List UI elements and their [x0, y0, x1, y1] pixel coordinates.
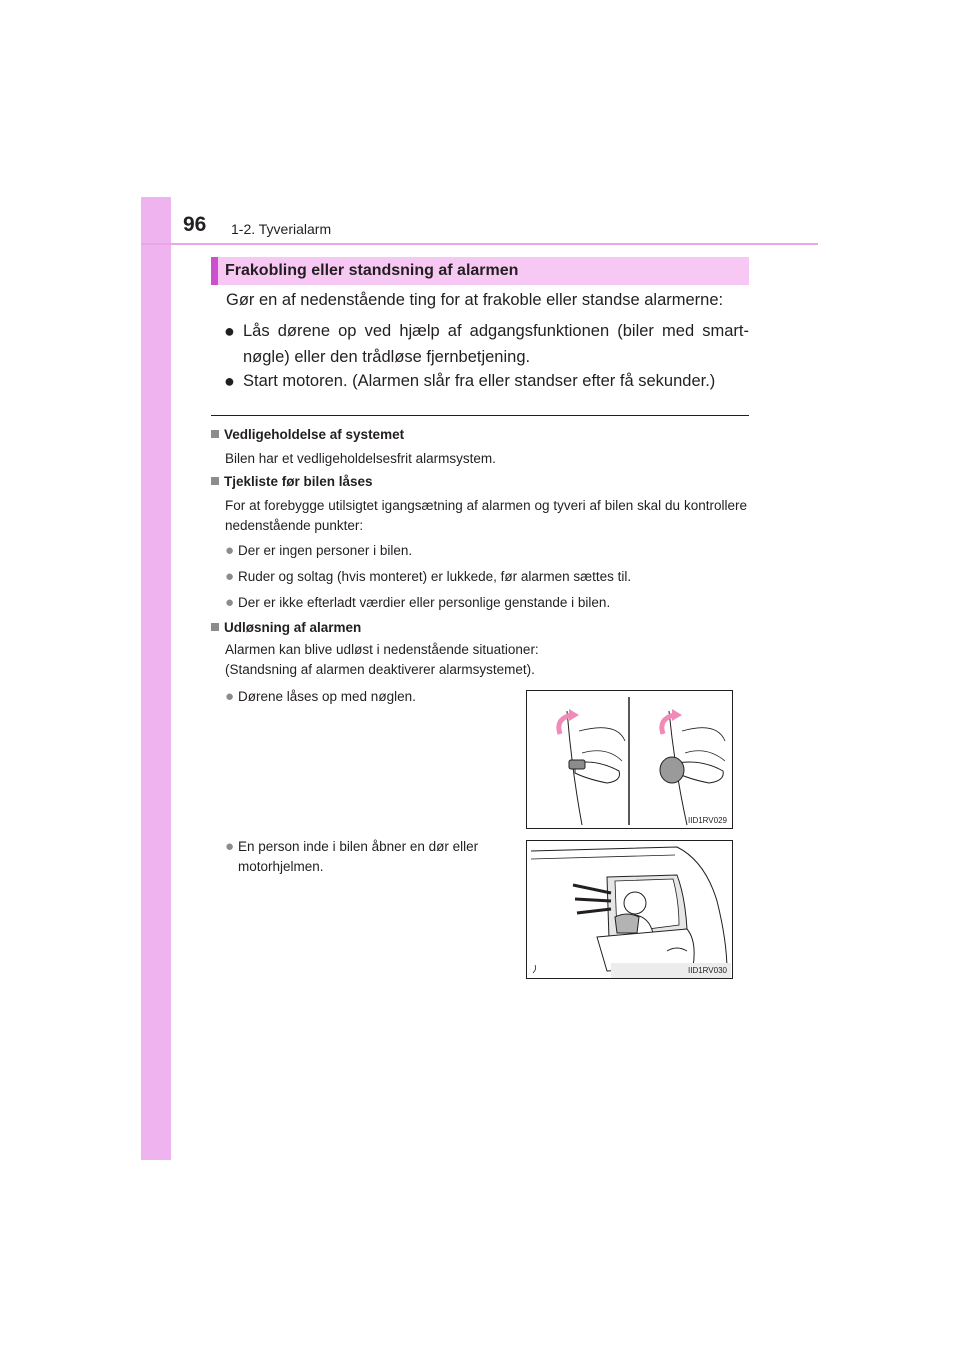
- main-bullet-item: [224, 318, 749, 370]
- section-divider: [211, 415, 749, 416]
- heading-text: Frakobling eller standsning af alarmen: [225, 262, 519, 279]
- small-bullet-icon: ●: [225, 838, 235, 855]
- bullet-icon: ●: [224, 371, 235, 391]
- subsection-text: Bilen har et vedligeholdelsesfrit alarmsystem.: [225, 451, 496, 466]
- main-bullet-text: Lås dørene op ved hjælp af adgangsfunktionen (biler med smart-nøgle) eller den trådløse fjernbetjening.: [243, 322, 749, 366]
- list-item: ● Der er ikke efterladt værdier eller personlige genstande i bilen.: [225, 594, 611, 611]
- subsection-text-line: Alarmen kan blive udløst i nedenstående situationer:: [225, 642, 539, 657]
- small-bullet-icon: ●: [225, 688, 235, 705]
- door-open-illustration: [526, 840, 733, 979]
- main-bullet-item: [224, 368, 749, 394]
- square-marker-icon: [211, 623, 219, 631]
- section-title: 1-2. Tyverialarm: [231, 221, 332, 237]
- small-bullet-icon: ●: [225, 594, 235, 611]
- main-bullet-text: Start motoren. (Alarmen slår fra eller standser efter få sekunder.): [243, 372, 716, 390]
- list-item: ● Der er ingen personer i bilen.: [225, 542, 413, 559]
- square-marker-icon: [211, 430, 219, 438]
- list-item: ● En person inde i bilen åbner en dør eller motorhjelmen.: [225, 838, 479, 874]
- subsection-title: Tjekliste før bilen låses: [211, 474, 373, 489]
- side-color-strip: [141, 197, 171, 1160]
- subsection-title: Udløsning af alarmen: [211, 620, 361, 635]
- bullet-icon: ●: [224, 321, 235, 341]
- page-number: 96: [183, 213, 207, 236]
- intro-text: Gør en af nedenstående ting for at frakoble eller standse alarmerne:: [226, 291, 724, 309]
- small-bullet-icon: ●: [225, 568, 235, 585]
- small-bullet-icon: ●: [225, 542, 235, 559]
- header-rule: [141, 243, 818, 245]
- list-item: ● Dørene låses op med nøglen.: [225, 688, 416, 705]
- subsection-text: For at forebygge utilsigtet igangsætning af alarmen og tyveri af bilen skal du kontrollere nedenstående punkter:: [225, 498, 747, 533]
- figure-code: IID1RV029: [688, 816, 727, 825]
- figure-code: IID1RV030: [688, 966, 727, 975]
- heading-accent-bar: [211, 257, 218, 285]
- section-heading: [211, 257, 749, 285]
- square-marker-icon: [211, 477, 219, 485]
- list-item: ● Ruder og soltag (hvis monteret) er lukkede, før alarmen sættes til.: [225, 568, 632, 585]
- key-unlock-illustration: [526, 690, 733, 829]
- subsection-text-line: (Standsning af alarmen deaktiverer alarmsystemet).: [225, 662, 535, 677]
- subsection-title: Vedligeholdelse af systemet: [211, 427, 404, 442]
